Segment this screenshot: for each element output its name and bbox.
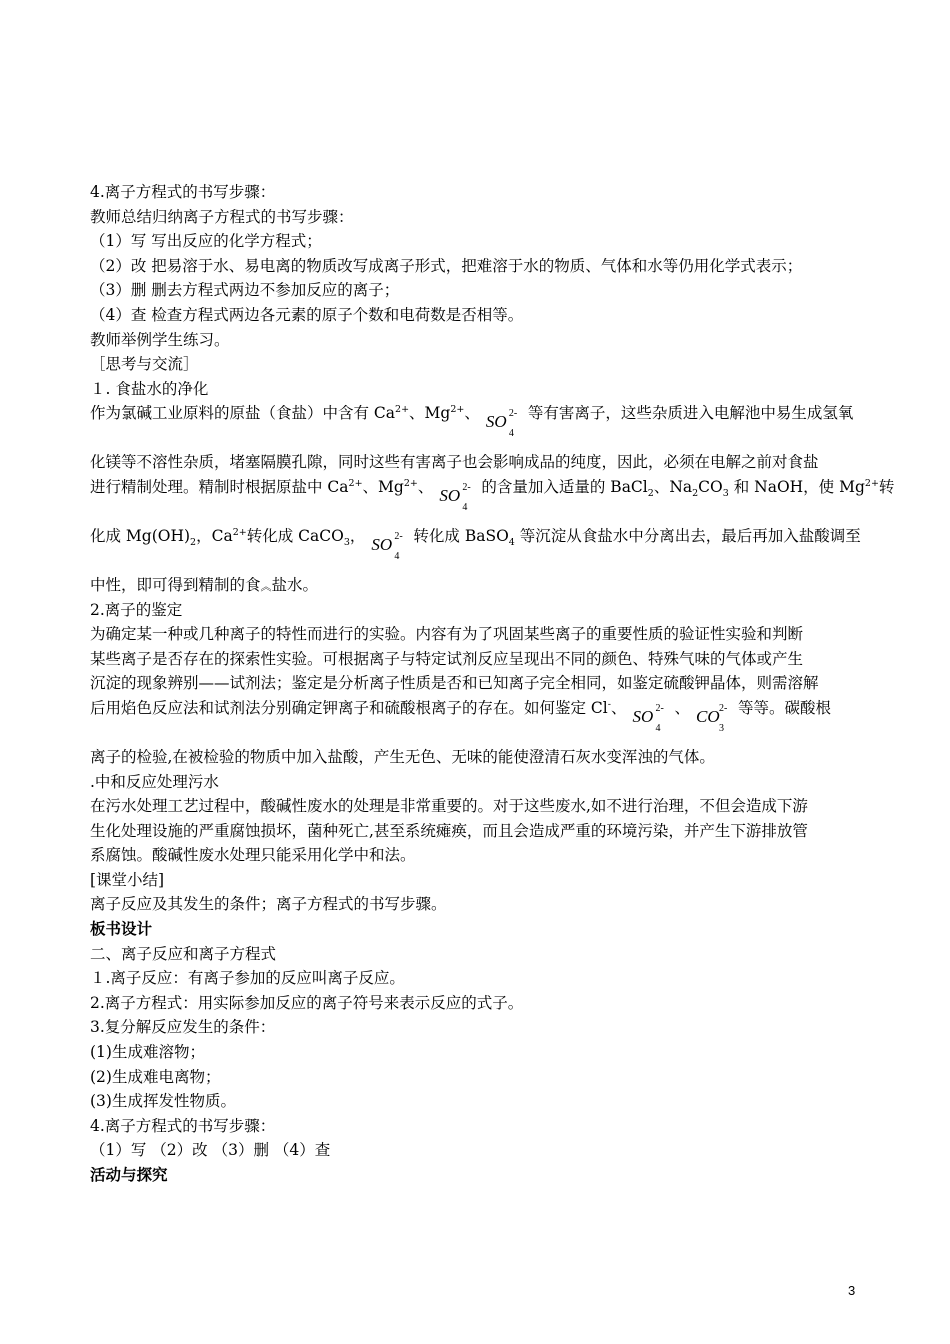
text-line: 二、离子反应和离子方程式 xyxy=(90,944,277,963)
text-line-with-formula: 进行精制处理。精制时根据原盐中 $Ca^{2+}$、$Mg^{2+}$、 SO 2- 4 的含量加入适量的 BaCl$_2$、$Na_2CO_3$ 和 NaOH，使 $Mg^{2+}$转 xyxy=(90,477,895,513)
text-line: 教师总结归纳离子方程式的书写步骤： xyxy=(90,207,354,226)
text-line: （1）写 （2）改 （3）删 （4）查 xyxy=(90,1141,331,1160)
bold-heading: 活动与探究 xyxy=(90,1166,168,1184)
section-heading: １. 食盐水的净化 xyxy=(90,379,209,398)
text-line: 某些离子是否存在的探索性实验。可根据离子与特定试剂反应呈现出不同的颜色、特殊气味的气体或产生 xyxy=(90,649,804,668)
sulfate-ion-formula: SO 2- 4 xyxy=(485,408,518,440)
text-line: ［思考与交流］ xyxy=(90,355,199,374)
text-line: （2）改 把易溶于水、易电离的物质改写成离子形式，把难溶于水的物质、气体和水等仍用化学式表示； xyxy=(90,256,803,275)
document-body xyxy=(90,180,895,1188)
carbonate-ion-formula: CO 2- 3 xyxy=(696,702,728,734)
text-line-with-formula: 化成 $Mg(OH)_2$，$Ca^{2+}$转化成 CaCO$_3$， SO 2- 4 转化成 BaSO$_4$ 等沉淀从食盐水中分离出去，最后再加入盐酸调至 xyxy=(90,526,861,562)
text-line: 2.离子方程式：用实际参加反应的离子符号来表示反应的式子。 xyxy=(90,993,524,1012)
text-line-with-formula: 后用焰色反应法和试剂法分别确定钾离子和硫酸根离子的存在。如何鉴定 Cl-、 SO 2- 4 、 CO 2- 3 等等。碳酸根 xyxy=(90,698,832,734)
sulfate-ion-formula: SO 2- 4 xyxy=(439,481,471,513)
text-line: 中性，即可得到精制的食︽盐水。 xyxy=(90,575,319,594)
text-line-with-formula: 作为氯碱工业原料的原盐（食盐）中含有 $Ca^{2+}$、$Mg^{2+}$、 SO 2- 4 等有害离子，这些杂质进入电解池中易生成氢氧 xyxy=(90,404,854,440)
text-line: 3.复分解反应发生的条件： xyxy=(90,1018,276,1037)
text-line: 离子的检验,在被检验的物质中加入盐酸，产生无色、无味的能使澄清石灰水变浑浊的气体。 xyxy=(90,747,715,766)
text-line: 4.离子方程式的书写步骤： xyxy=(90,1116,276,1135)
text-line: (2)生成难电离物； xyxy=(90,1067,221,1086)
text-line: (3)生成挥发性物质。 xyxy=(90,1092,236,1111)
text-line: 4.离子方程式的书写步骤： xyxy=(90,183,276,201)
sulfate-ion-formula: SO 2- 4 xyxy=(632,702,664,734)
stray-mark: ︽ xyxy=(260,579,272,593)
text-line: 化镁等不溶性杂质，堵塞隔膜孔隙，同时这些有害离子也会影响成品的纯度，因此，必须在电解之前对食盐 xyxy=(90,453,819,472)
text-line: 系腐蚀。酸碱性废水处理只能采用化学中和法。 xyxy=(90,846,416,865)
section-heading: .中和反应处理污水 xyxy=(90,772,219,791)
page-number: 3 xyxy=(848,1283,856,1298)
text-line: （1）写 写出反应的化学方程式； xyxy=(90,232,322,251)
text-line: 离子反应及其发生的条件；离子方程式的书写步骤。 xyxy=(90,895,447,914)
text-line: 教师举例学生练习。 xyxy=(90,330,230,349)
bold-heading: 板书设计 xyxy=(90,920,153,939)
text-line: 在污水处理工艺过程中，酸碱性废水的处理是非常重要的。对于这些废水,如不进行治理，不但会造成下游 xyxy=(90,797,808,816)
text-line: （4）查 检查方程式两边各元素的原子个数和电荷数是否相等。 xyxy=(90,305,524,324)
text-line: 沉淀的现象辨别——试剂法；鉴定是分析离子性质是否和已知离子完全相同，如鉴定硫酸钾晶体，则需溶解 xyxy=(90,674,819,693)
section-heading: 2.离子的鉴定 xyxy=(90,600,183,619)
text-line: （3）删 删去方程式两边不参加反应的离子； xyxy=(90,281,400,300)
text-line: 生化处理设施的严重腐蚀损坏，菌种死亡,甚至系统瘫痪，而且会造成严重的环境污染，并产生下游排放管 xyxy=(90,821,808,840)
text-line: [课堂小结] xyxy=(90,870,165,889)
text-line: １.离子反应：有离子参加的反应叫离子反应。 xyxy=(90,969,405,988)
text-line: 为确定某一种或几种离子的特性而进行的实验。内容有为了巩固某些离子的重要性质的验证性实验和判断 xyxy=(90,625,804,644)
text-line: (1)生成难溶物； xyxy=(90,1043,205,1062)
sulfate-ion-formula: SO 2- 4 xyxy=(371,530,403,562)
